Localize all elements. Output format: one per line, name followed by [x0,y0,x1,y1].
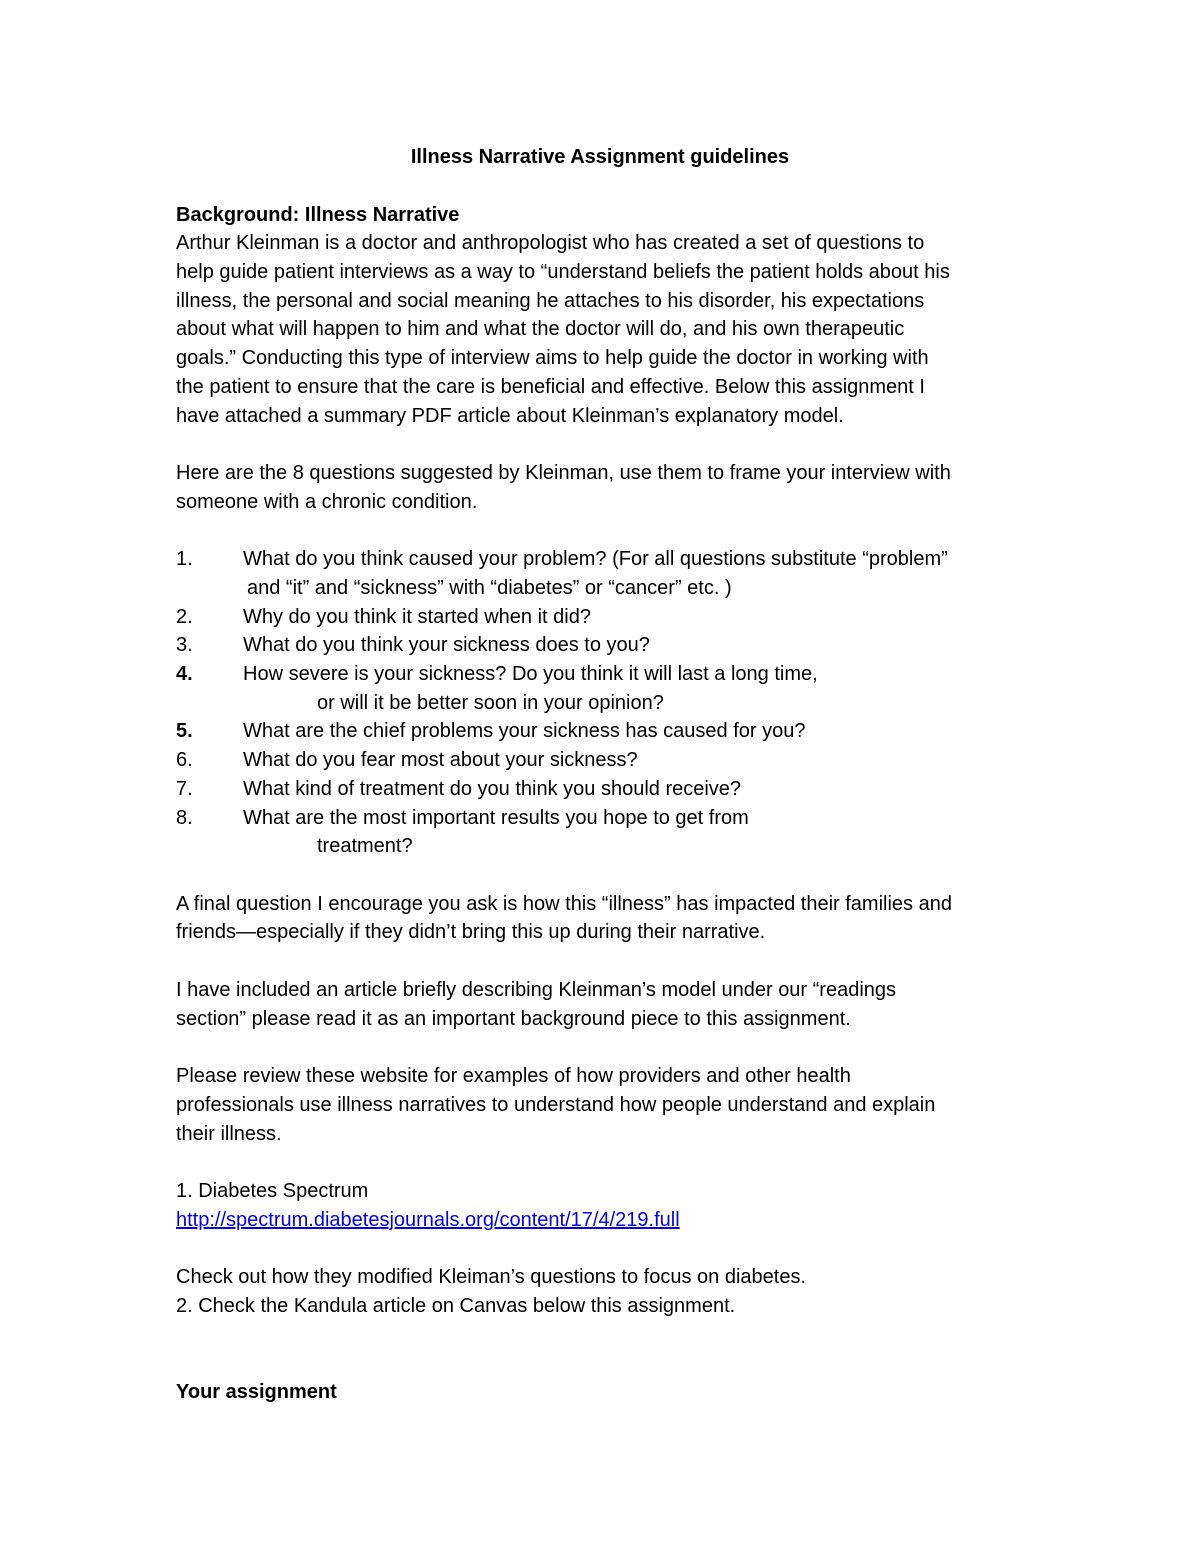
review-line: their illness. [176,1123,282,1145]
question-text: How severe is your sickness? Do you think it will last a long time, [243,663,818,685]
question-text: What do you think caused your problem? (For all questions substitute “problem” [243,548,948,570]
article-note-line: I have included an article briefly describing Kleinman’s model under our “readings [176,979,897,1001]
background-line: help guide patient interviews as a way to “understand beliefs the patient holds about his [176,261,950,283]
resource-note: Check out how they modified Kleiman’s questions to focus on diabetes. [176,1266,806,1288]
question-number: 4. [176,663,193,685]
review-line: professionals use illness narratives to understand how people understand and explain [176,1094,936,1116]
question-continuation: and “it” and “sickness” with “diabetes” or “cancer” etc. ) [247,577,732,599]
question-number: 1. [176,548,193,570]
question-number: 6. [176,749,193,771]
background-heading: Background: Illness Narrative [176,204,460,226]
article-note-line: section” please read it as an important background piece to this assignment. [176,1008,851,1030]
review-line: Please review these website for examples of how providers and other health [176,1065,851,1087]
question-number: 8. [176,807,193,829]
intro-line: someone with a chronic condition. [176,491,478,513]
resource-link-line [176,1206,680,1234]
resource-item-diabetes-spectrum: 1. Diabetes Spectrum [176,1180,369,1202]
question-text: What are the most important results you hope to get from [243,807,749,829]
question-number: 3. [176,634,193,656]
question-number: 7. [176,778,193,800]
question-text: What kind of treatment do you think you should receive? [243,778,742,800]
final-question-line: friends—especially if they didn’t bring this up during their narrative. [176,921,766,943]
intro-line: Here are the 8 questions suggested by Kleinman, use them to frame your interview with [176,462,951,484]
document-title: Illness Narrative Assignment guidelines [410,146,790,168]
background-line: goals.” Conducting this type of interview aims to help guide the doctor in working with [176,347,929,369]
final-question-line: A final question I encourage you ask is how this “illness” has impacted their families and [176,893,952,915]
background-line: have attached a summary PDF article about Kleinman’s explanatory model. [176,405,844,427]
question-text: What are the chief problems your sickness has caused for you? [243,720,806,742]
question-continuation: treatment? [317,835,413,857]
background-line: illness, the personal and social meaning he attaches to his disorder, his expectations [176,290,925,312]
background-line: about what will happen to him and what the doctor will do, and his own therapeutic [176,318,905,340]
question-text: What do you think your sickness does to you? [243,634,650,656]
question-text: Why do you think it started when it did? [243,606,591,628]
question-text: What do you fear most about your sickness? [243,749,638,771]
resource-item-kandula: 2. Check the Kandula article on Canvas below this assignment. [176,1295,736,1317]
background-line: Arthur Kleinman is a doctor and anthropologist who has created a set of questions to [176,232,925,254]
background-line: the patient to ensure that the care is beneficial and effective. Below this assignment I [176,376,925,398]
question-number: 5. [176,720,193,742]
diabetes-spectrum-link[interactable]: http://spectrum.diabetesjournals.org/content/17/4/219.full [176,1209,680,1231]
assignment-heading: Your assignment [176,1381,337,1403]
question-continuation: or will it be better soon in your opinion? [317,692,664,714]
question-number: 2. [176,606,193,628]
